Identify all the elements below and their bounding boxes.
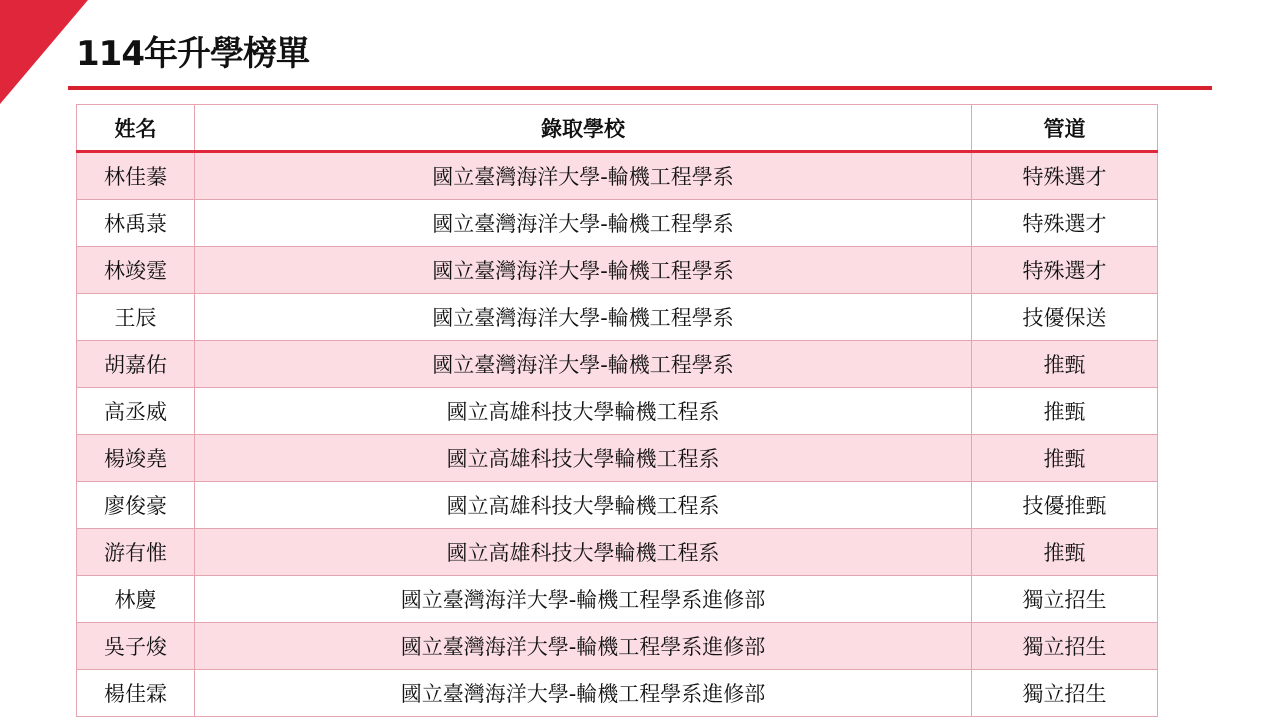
cell-name: 游有惟 bbox=[77, 529, 195, 576]
header-row bbox=[77, 105, 1158, 152]
cell-name: 王辰 bbox=[77, 294, 195, 341]
cell-name: 林佳蓁 bbox=[77, 152, 195, 200]
table-row bbox=[77, 435, 1158, 482]
cell-channel: 推甄 bbox=[972, 435, 1158, 482]
cell-channel: 推甄 bbox=[972, 388, 1158, 435]
cell-channel: 特殊選才 bbox=[972, 200, 1158, 247]
cell-channel: 獨立招生 bbox=[972, 576, 1158, 623]
cell-name: 胡嘉佑 bbox=[77, 341, 195, 388]
table-row bbox=[77, 247, 1158, 294]
cell-name: 林慶 bbox=[77, 576, 195, 623]
table-row bbox=[77, 529, 1158, 576]
cell-school: 國立臺灣海洋大學-輪機工程學系 bbox=[195, 247, 972, 294]
header-channel: 管道 bbox=[972, 105, 1158, 152]
cell-channel: 獨立招生 bbox=[972, 623, 1158, 670]
cell-school: 國立高雄科技大學輪機工程系 bbox=[195, 388, 972, 435]
cell-name: 楊佳霖 bbox=[77, 670, 195, 717]
cell-name: 高丞威 bbox=[77, 388, 195, 435]
table-row bbox=[77, 200, 1158, 247]
cell-school: 國立臺灣海洋大學-輪機工程學系 bbox=[195, 152, 972, 200]
table-row bbox=[77, 623, 1158, 670]
admission-table bbox=[76, 104, 1158, 717]
cell-channel: 特殊選才 bbox=[972, 247, 1158, 294]
table-body bbox=[77, 152, 1158, 717]
cell-school: 國立臺灣海洋大學-輪機工程學系進修部 bbox=[195, 623, 972, 670]
cell-school: 國立臺灣海洋大學-輪機工程學系進修部 bbox=[195, 576, 972, 623]
cell-channel: 技優推甄 bbox=[972, 482, 1158, 529]
cell-school: 國立臺灣海洋大學-輪機工程學系進修部 bbox=[195, 670, 972, 717]
cell-school: 國立高雄科技大學輪機工程系 bbox=[195, 435, 972, 482]
cell-school: 國立臺灣海洋大學-輪機工程學系 bbox=[195, 200, 972, 247]
table-row bbox=[77, 576, 1158, 623]
table-row bbox=[77, 670, 1158, 717]
cell-channel: 推甄 bbox=[972, 529, 1158, 576]
table-row bbox=[77, 388, 1158, 435]
cell-school: 國立臺灣海洋大學-輪機工程學系 bbox=[195, 294, 972, 341]
cell-channel: 技優保送 bbox=[972, 294, 1158, 341]
title-underline bbox=[68, 86, 1212, 90]
cell-name: 廖俊豪 bbox=[77, 482, 195, 529]
header-name: 姓名 bbox=[77, 105, 195, 152]
cell-name: 林竣霆 bbox=[77, 247, 195, 294]
cell-school: 國立高雄科技大學輪機工程系 bbox=[195, 482, 972, 529]
cell-channel: 獨立招生 bbox=[972, 670, 1158, 717]
cell-name: 楊竣堯 bbox=[77, 435, 195, 482]
table-row bbox=[77, 294, 1158, 341]
page-title: 114年升學榜單 bbox=[76, 34, 309, 74]
table-row bbox=[77, 341, 1158, 388]
cell-name: 吳子焌 bbox=[77, 623, 195, 670]
header-school: 錄取學校 bbox=[195, 105, 972, 152]
table-row bbox=[77, 482, 1158, 529]
cell-school: 國立高雄科技大學輪機工程系 bbox=[195, 529, 972, 576]
cell-school: 國立臺灣海洋大學-輪機工程學系 bbox=[195, 341, 972, 388]
cell-name: 林禹菉 bbox=[77, 200, 195, 247]
cell-channel: 特殊選才 bbox=[972, 152, 1158, 200]
table-header bbox=[77, 105, 1158, 152]
cell-channel: 推甄 bbox=[972, 341, 1158, 388]
table-row bbox=[77, 152, 1158, 200]
